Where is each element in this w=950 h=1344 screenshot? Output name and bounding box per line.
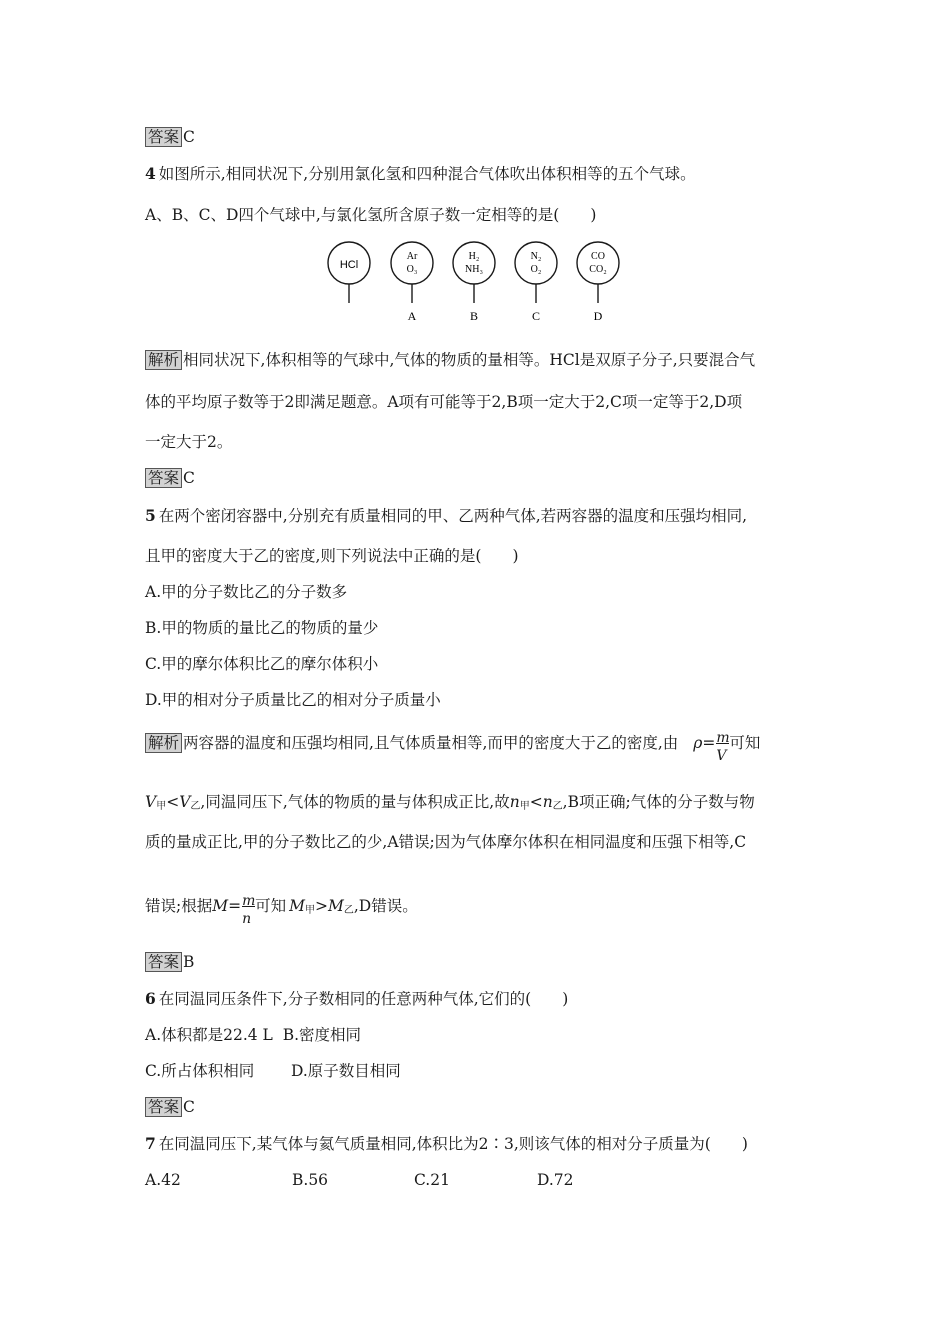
balloon-d-line1: CO bbox=[591, 251, 605, 262]
q6-stem-line1 bbox=[145, 989, 568, 1009]
q5-stem-line1 bbox=[145, 506, 747, 526]
q5-option-b: B.甲的物质的量比乙的物质的量少 bbox=[145, 619, 379, 637]
fraction-m-over-n bbox=[241, 893, 256, 927]
analysis-text: 可知 bbox=[255, 897, 287, 915]
question-text: 在同温同压条件下,分子数相同的任意两种气体,它们的( ) bbox=[158, 990, 569, 1008]
q4-analysis-line1 bbox=[145, 350, 755, 370]
analysis-text: 错误;根据 bbox=[145, 897, 213, 915]
q5-option-d: D.甲的相对分子质量比乙的相对分子质量小 bbox=[145, 691, 441, 709]
v-symbol: V bbox=[145, 793, 157, 811]
balloon-c-line2: O₂ bbox=[530, 264, 542, 275]
q5-option-c: C.甲的摩尔体积比乙的摩尔体积小 bbox=[145, 655, 379, 673]
balloons-figure bbox=[320, 235, 630, 327]
q5-option-a: A.甲的分子数比乙的分子数多 bbox=[145, 583, 348, 601]
subscript-jia: 甲 bbox=[519, 801, 530, 812]
answer-tag: 答案 bbox=[145, 468, 182, 488]
q5-answer-line bbox=[145, 952, 194, 972]
balloon-c bbox=[515, 242, 557, 323]
subscript-yi: 乙 bbox=[343, 905, 354, 916]
question-number: 4 bbox=[145, 164, 156, 183]
less-than: < bbox=[166, 793, 180, 811]
balloon-hcl bbox=[328, 242, 370, 303]
question-text: 在同温同压下,某气体与氦气质量相同,体积比为2∶3,则该气体的相对分子质量为( ) bbox=[158, 1135, 748, 1153]
q3-answer-line bbox=[145, 127, 195, 147]
fraction-denominator: V bbox=[716, 748, 727, 764]
q6-option-a: A.体积都是22.4 L bbox=[145, 1026, 273, 1044]
balloon-a-label: A bbox=[407, 309, 417, 323]
n-symbol: n bbox=[509, 793, 520, 811]
question-number: 6 bbox=[145, 989, 156, 1008]
q7-option-d: D.72 bbox=[537, 1171, 574, 1189]
question-text: 如图所示,相同状况下,分别用氯化氢和四种混合气体吹出体积相等的五个气球。 bbox=[158, 165, 696, 183]
balloon-b-line2: NH₃ bbox=[465, 264, 483, 275]
answer-tag: 答案 bbox=[145, 127, 182, 147]
analysis-tag: 解析 bbox=[145, 350, 182, 370]
analysis-text: 可知 bbox=[729, 734, 761, 752]
m-symbol: M bbox=[212, 897, 229, 915]
analysis-text: 相同状况下,体积相等的气球中,气体的物质的量相等。HCl是双原子分子,只要混合气 bbox=[183, 351, 756, 369]
q6-option-d: D.原子数目相同 bbox=[291, 1062, 401, 1080]
q4-stem-line2: A、B、C、D四个气球中,与氯化氢所含原子数一定相等的是( ) bbox=[145, 206, 597, 224]
equals-sign: = bbox=[228, 897, 242, 915]
balloon-hcl-text: HCl bbox=[339, 259, 359, 271]
q6-option-c: C.所占体积相同 bbox=[145, 1062, 255, 1080]
greater-than: > bbox=[315, 897, 328, 915]
balloon-c-line1: N₂ bbox=[530, 251, 542, 262]
question-number: 5 bbox=[145, 506, 156, 525]
answer-value: C bbox=[183, 128, 195, 146]
q4-stem-line1 bbox=[145, 164, 696, 184]
fraction-numerator: m bbox=[716, 730, 730, 746]
q4-answer-line bbox=[145, 468, 195, 488]
n-symbol: n bbox=[542, 793, 553, 811]
answer-tag: 答案 bbox=[145, 1097, 182, 1117]
balloon-d bbox=[577, 242, 619, 323]
balloon-a-line1: Ar bbox=[406, 251, 418, 262]
subscript-jia: 甲 bbox=[156, 801, 167, 812]
q5-analysis-line3: 质的量成正比,甲的分子数比乙的少,A错误;因为气体摩尔体积在相同温度和压强下相等,C bbox=[145, 833, 747, 851]
q4-analysis-line2: 体的平均原子数等于2即满足题意。A项有可能等于2,B项一定大于2,C项一定等于2,D项 bbox=[145, 393, 743, 411]
subscript-jia: 甲 bbox=[305, 905, 315, 916]
q5-stem-line2: 且甲的密度大于乙的密度,则下列说法中正确的是( ) bbox=[145, 547, 519, 565]
balloon-d-line2: CO₂ bbox=[589, 264, 607, 275]
answer-value: B bbox=[183, 953, 195, 971]
m-symbol: M bbox=[289, 897, 305, 915]
subscript-yi: 乙 bbox=[552, 801, 563, 812]
q6-options-row2 bbox=[145, 1061, 401, 1081]
answer-value: C bbox=[183, 469, 195, 487]
q6-option-b: B.密度相同 bbox=[282, 1026, 362, 1044]
answer-value: C bbox=[183, 1098, 195, 1116]
balloon-a bbox=[391, 242, 433, 323]
q5-analysis-line2 bbox=[145, 792, 755, 817]
balloon-c-label: C bbox=[531, 309, 541, 323]
analysis-text: 两容器的温度和压强均相同,且气体质量相等,而甲的密度大于乙的密度,由 bbox=[183, 734, 679, 752]
m-symbol: M bbox=[328, 897, 344, 915]
balloon-d-label: D bbox=[593, 309, 603, 323]
answer-tag: 答案 bbox=[145, 952, 182, 972]
q5-analysis-line4 bbox=[145, 893, 418, 927]
less-than: < bbox=[529, 793, 543, 811]
fraction-denominator: n bbox=[242, 911, 252, 927]
q5-analysis-line1 bbox=[145, 730, 761, 764]
question-text: 在两个密闭容器中,分别充有质量相同的甲、乙两种气体,若两容器的温度和压强均相同, bbox=[158, 507, 748, 525]
q7-option-c: C.21 bbox=[414, 1171, 450, 1189]
analysis-text: ,B项正确;气体的分子数与物 bbox=[562, 793, 755, 811]
analysis-text: ,D错误。 bbox=[353, 897, 418, 915]
q7-option-b: B.56 bbox=[292, 1171, 329, 1189]
q7-options-row bbox=[145, 1170, 574, 1190]
fraction-m-over-v bbox=[715, 730, 730, 764]
equals-sign: = bbox=[702, 734, 716, 752]
balloon-b-line1: H₂ bbox=[468, 251, 480, 262]
rho-symbol: ρ bbox=[693, 734, 703, 752]
question-number: 7 bbox=[145, 1134, 156, 1153]
v-symbol: V bbox=[179, 793, 191, 811]
q6-options-row1 bbox=[145, 1025, 361, 1045]
balloon-a-line2: O₃ bbox=[406, 264, 418, 275]
analysis-tag: 解析 bbox=[145, 733, 182, 753]
q7-option-a: A.42 bbox=[145, 1171, 181, 1189]
fraction-numerator: m bbox=[242, 893, 256, 909]
q7-stem-line1 bbox=[145, 1134, 748, 1154]
balloon-b-label: B bbox=[469, 309, 479, 323]
q4-analysis-line3: 一定大于2。 bbox=[145, 433, 233, 451]
balloon-b bbox=[453, 242, 495, 323]
q6-answer-line bbox=[145, 1097, 195, 1117]
subscript-yi: 乙 bbox=[190, 801, 201, 812]
analysis-text: ,同温同压下,气体的物质的量与体积成正比,故 bbox=[200, 793, 510, 811]
